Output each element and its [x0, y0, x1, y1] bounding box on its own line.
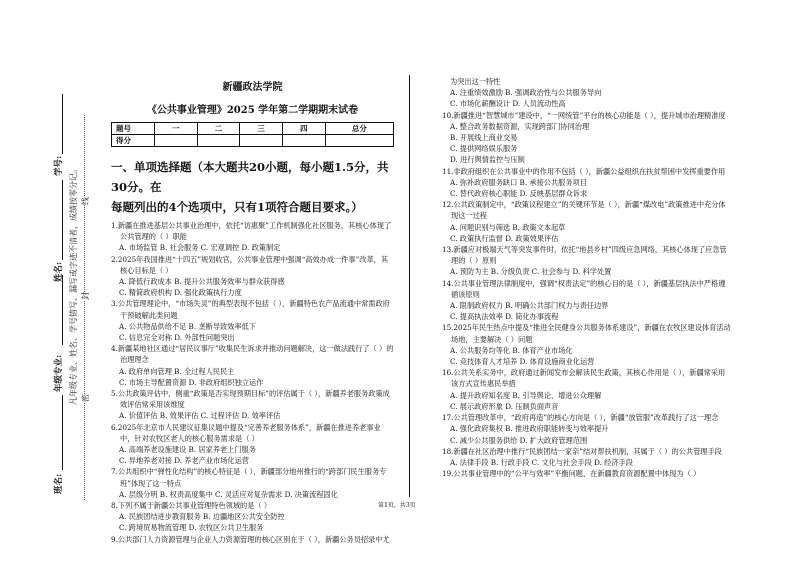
question-stem: 19.公共事业管理中的“公平与效率”平衡问题，在新疆教育资源配置中体现为（ ）	[442, 469, 701, 479]
score-cell[interactable]	[283, 135, 326, 147]
question-options: C. 替代政府核心职能 D. 反映基层群众诉求	[450, 189, 588, 199]
seal-mark-xian: 线	[81, 197, 90, 205]
question-options: A. 法律手段 B. 行政手段 C. 文化与社会手段 D. 经济手段	[450, 457, 633, 467]
question-options: C. 提高执法效率 D. 简化办事流程	[450, 312, 559, 322]
question-options: A. 价值评估 B. 效果评估 C. 过程评估 D. 效率评估	[119, 411, 281, 421]
question-stem: 10.新疆推进“智慧城市”建设中，“一网统管”平台的核心功能是（ ），提升城市治理精准度	[442, 110, 726, 120]
question-options: C. 提供网络娱乐服务	[450, 144, 518, 154]
question-stem: 16.公共关系实务中，政府通过新闻发布会解读民生政策，其核心作用是（ ），新疆常采用该方式宣传惠民举措	[442, 368, 726, 389]
question-10	[442, 110, 732, 166]
question-options: A. 公共服务均等化 B. 体育产业市场化	[450, 345, 573, 355]
column-header: 三	[240, 123, 283, 135]
question-options: C. 展示政府形象 D. 压制负面声音	[450, 401, 559, 411]
class-label: 班名:	[54, 473, 64, 494]
question-options: A. 民族团结进步教育服务 B. 边疆地区公共安全防控	[119, 512, 285, 522]
question-options: C. 精简政府机构 D. 强化政策执行力度	[119, 288, 242, 298]
question-options: A. 降低行政成本 B. 提升公共服务效率与群众获得感	[119, 277, 285, 287]
grade-major-label: 年级专业:	[54, 354, 64, 392]
score-cell[interactable]	[197, 135, 240, 147]
row-header-score: 得分	[112, 135, 155, 147]
question-4	[111, 343, 394, 388]
question-options: A. 预防为主 B. 分级负责 C. 社会参与 D. 科学处置	[450, 267, 612, 277]
question-17	[442, 412, 732, 446]
question-options: D. 进行舆情监控与压制	[450, 155, 525, 165]
column-header: 四	[283, 123, 326, 135]
class-underline[interactable]	[62, 395, 63, 470]
seal-mark-feng: 封	[81, 292, 90, 300]
right-column	[442, 76, 732, 479]
question-stem: 11.非政府组织在公共事业中的作用不包括（ ），新疆公益组织在扶贫帮困中发挥重要作用	[442, 166, 726, 176]
question-options: A. 公共物品供给不足 B. 垄断导致效率低下	[119, 321, 256, 331]
grade-major-underline[interactable]	[62, 275, 63, 345]
question-stem: 2.2025年我国推进“十四五”规划收官，公共事业管理中强调“高效办成一件事”改革，其核心目标是（ ）	[111, 254, 389, 275]
question-11	[442, 166, 732, 200]
question-stem: 17.公共管理改革中，“政府再造”的核心方向是（ ），新疆“放管服”改革践行了这一理念	[442, 413, 719, 423]
question-options: C. 跨境贸易物流管理 D. 农牧区公共卫生服务	[119, 523, 264, 533]
question-12	[442, 199, 732, 244]
column-header: 二	[197, 123, 240, 135]
question-19	[442, 468, 732, 479]
question-options: A. 提升政府知名度 B. 引导舆论、增进公众理解	[450, 390, 602, 400]
question-18	[442, 446, 732, 468]
question-options: A. 限制政府权力 B. 明确公共部门权力与责任边界	[450, 301, 609, 311]
question-2	[111, 254, 394, 299]
left-question-list	[111, 220, 394, 545]
question-16	[442, 367, 732, 412]
question-stem: 13.新疆应对极端天气等突发事件时，依托“地县乡村”四级应急网络，其核心体现了应急管理的（ ）原则	[442, 245, 727, 266]
question-stem: 6.2025年北京市人民建议征集议题中提及“完善养老服务体系”，新疆在推进养老事业中，针对农牧区老人的核心服务需求是（ ）	[111, 422, 381, 443]
question-options: A. 弥补政府服务缺口 B. 承接公共服务项目	[450, 177, 587, 187]
score-cell[interactable]	[155, 135, 198, 147]
question-stem: 8.下列不属于新疆公共事业管理特色领域的是（ ）	[111, 501, 272, 511]
question-options: A. 高端养老设施建设 B. 居家养老上门服务	[119, 445, 256, 455]
question-stem: 1.新疆在推进基层公共事业治理中，依托“访惠聚”工作机制强化社区服务，其核心体现了公共管理的（ ）职能	[111, 221, 392, 242]
binding-notice: 凡年级专业、姓名、学号错写、漏写或字迹不清者，成绩按零分记。	[69, 165, 78, 405]
score-cell[interactable]	[240, 135, 283, 147]
question-15	[442, 322, 732, 367]
question-stem: 18.新疆在社区治理中推行“民族团结一家亲”结对帮扶机制，其属于（ ）的公共管理手段	[442, 446, 722, 456]
question-options: C. 竞技体育人才培养 D. 体育设施商业化运营	[450, 357, 595, 367]
question-options: A. 市场监管 B. 社会服务 C. 宏观调控 D. 政策制定	[119, 243, 281, 253]
question-options: C. 市场主导配置资源 D. 非政府组织独立运作	[119, 377, 264, 387]
seal-line	[84, 115, 85, 500]
question-options: A. 问题识别与筛选 B. 政策文本起草	[450, 222, 566, 232]
score-cell[interactable]	[325, 135, 393, 147]
score-table-header-row	[112, 123, 394, 135]
section-title-line2: 每题列出的4个选项中，只有1项符合题目要求。）	[111, 200, 363, 214]
question-stem: 15.2025年民生热点中提及“推进全民健身公共服务体系建设”，新疆在农牧区建设体育活动场地，主要解决（ ）问题	[442, 323, 731, 344]
seal-mark-mi: 密	[81, 394, 90, 402]
student-id-underline[interactable]	[62, 94, 63, 154]
question-8	[111, 500, 394, 534]
binding-strip	[0, 0, 100, 561]
question-stem: 14.公共事业管理法律制度中，强调“权责法定”的核心目的是（ ），新疆基层执法中严格遵循该原则	[442, 278, 726, 299]
question-9	[111, 534, 394, 545]
question-options: A. 整合政务数据资源，实现跨部门协同治理	[450, 121, 590, 131]
column-header: 总分	[325, 123, 393, 135]
question-1	[111, 220, 394, 254]
school-name: 新疆政法学院	[222, 82, 283, 93]
question-stem: 为突出这一特性	[450, 77, 501, 86]
question-options: C. 减少公共服务供给 D. 扩大政府管理范围	[450, 435, 588, 445]
question-options: C. 政策执行监督 D. 政策效果评估	[450, 233, 559, 243]
question-options: C. 市场化薪酬设计 D. 人员流动性高	[450, 99, 566, 109]
question-13	[442, 244, 732, 278]
question-stem: 7.公共组织中“弹性化结构”的核心特征是（ ），新疆部分地州推行的“跨部门民生服务专班”体现了这一特点	[111, 467, 387, 488]
section-title-line1: 一、单项选择题（本大题共20小题，每小题1.5分，共30分。在	[111, 160, 389, 194]
student-id-label: 学号:	[54, 155, 64, 176]
section-title	[111, 157, 394, 217]
question-9-continuation	[442, 76, 732, 110]
question-options: B. 开展线上商业交易	[450, 133, 518, 143]
question-stem: 9.公共部门人力资源管理与企业人力资源管理的核心区别在于（ ），新疆公务员招录中尤	[111, 534, 390, 544]
page-number: 第1页，共3页	[378, 502, 416, 509]
score-table-score-row	[112, 135, 394, 147]
question-options: A. 注重绩效激励 B. 强调政治性与公共服务导向	[450, 88, 602, 98]
question-stem: 12.公共政策制定中，“政策议程建立”的关键环节是（ ），新疆“煤改电”政策推进中充分体现这一过程	[442, 200, 726, 221]
question-options: A. 强化政府集权 B. 推进政府职能转变与效率提升	[450, 424, 609, 434]
score-table	[111, 122, 394, 147]
question-options: A. 层级分明 B. 权责高度集中 C. 灵活应对复杂需求 D. 决策流程固化	[119, 489, 338, 499]
question-options: A. 政府单向管理 B. 全过程人民民主	[119, 366, 235, 376]
column-divider	[409, 75, 410, 497]
question-6	[111, 422, 394, 467]
name-label: 姓名:	[54, 261, 64, 282]
question-14	[442, 278, 732, 323]
question-options: C. 信息完全对称 D. 外部性问题突出	[119, 333, 235, 343]
question-7	[111, 466, 394, 500]
name-underline[interactable]	[62, 180, 63, 260]
question-5	[111, 388, 394, 422]
exam-title: 《公共事业管理》2025 学年第二学期期末试卷	[146, 105, 359, 116]
question-options: C. 异地养老对接 D. 养老产业市场化运营	[119, 456, 249, 466]
question-stem: 5.公共政策评估中，侧重“政策是否实现预期目标”的评估属于（ ），新疆养老服务政策成效评估常采用该维度	[111, 389, 390, 410]
question-stem: 4.新疆某地社区通过“居民议事厅”收集民生诉求并推动问题解决，这一做法践行了（ ）的治理理念	[111, 344, 394, 365]
question-stem: 3.公共管理理论中，“市场失灵”的典型表现不包括（ ），新疆特色农产品流通中常需政府干预破解此类问题	[111, 299, 390, 320]
column-header: 一	[155, 123, 198, 135]
question-3	[111, 298, 394, 343]
row-header-question-no: 题号	[112, 123, 155, 135]
left-column	[111, 78, 394, 545]
